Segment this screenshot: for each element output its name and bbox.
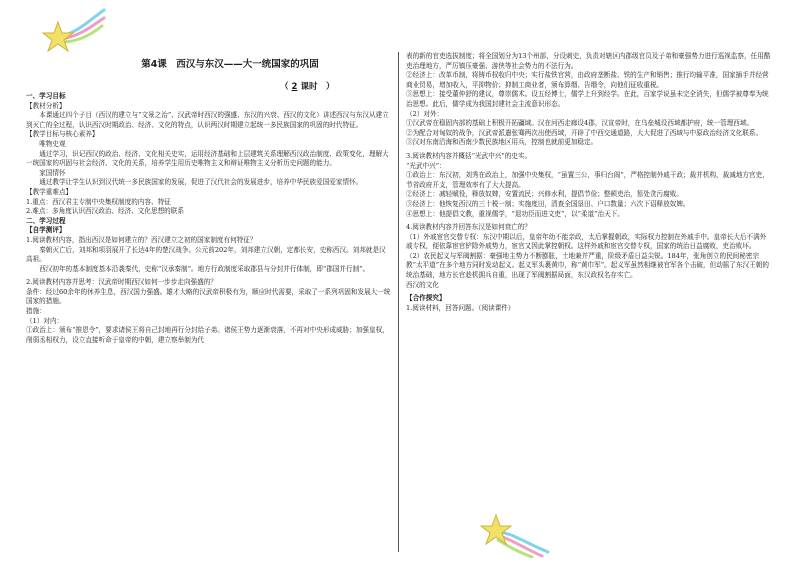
- right-paragraph: ③经济上：他恢复西汉的三十税一制；实施度田，清查全国垦田、户口数量；六次下诏释放奴婢。: [406, 199, 690, 208]
- left-column: [26, 92, 392, 345]
- right-paragraph: ①汉武帝在稳固内部的基础上积极开拓疆域。汉在河西走廊设4郡，汉宣帝时，在乌垒城设西域都护府，统一管理西域。: [406, 119, 754, 128]
- left-paragraph: 西汉初年的基本制度基本沿袭秦代，史称“汉承秦制”。地方行政制度采取郡县与分封并行体制，即“郡国并行制”。: [39, 264, 370, 273]
- right-column: [406, 52, 772, 313]
- left-paragraph: 【教学重难点】: [26, 187, 73, 196]
- left-paragraph: 措施：: [26, 307, 46, 316]
- column-divider: [398, 52, 399, 552]
- right-paragraph: ③思想上：接受董仲舒的建议，尊崇儒术。设五经博士，儒学上升到经学。在此，百家学说虽未完全消失，但儒学被尊奉为统治思想。此后，儒学成为我国封建社会主流意识形态。: [406, 90, 769, 108]
- left-paragraph: 二、学习过程: [26, 216, 66, 225]
- right-paragraph: “光武中兴”：: [406, 161, 446, 170]
- left-paragraph: 一、学习目标: [26, 92, 66, 100]
- left-paragraph: 家国情怀: [39, 168, 66, 177]
- lesson-hours: [280, 80, 334, 92]
- right-paragraph: 西汉的文化: [406, 280, 439, 289]
- right-paragraph: ②为配合对匈奴的战争，汉武帝派遣张骞两次出使西域，开辟了中西交通道路，大大促进了西域与中原政治经济文化联系。: [406, 128, 763, 137]
- right-paragraph: 【合作探究】: [406, 294, 446, 303]
- hours-open: （: [280, 82, 289, 92]
- right-paragraph: 1.阅读材料，回答问题。（阅读课件）: [406, 303, 515, 312]
- right-paragraph: ②经济上：减轻赋役，释放奴婢，安置流民；兴修水利，提倡节俭；整顿吏治，惩处贪污腐败。: [406, 190, 683, 199]
- right-paragraph: （2）对外：: [406, 109, 444, 118]
- right-paragraph: 3.阅读教材内容并概括“光武中兴”的史实。: [406, 151, 532, 160]
- right-paragraph: 4.阅读教材内容并回答东汉是如何衰亡的？: [406, 223, 531, 232]
- left-paragraph: （1）对内：: [26, 316, 64, 325]
- left-paragraph: 1.重点：西汉君主专制中央集权制度的内容、特征: [26, 197, 171, 206]
- left-paragraph: 2.难点：多角度认识西汉政治、经济、文化思想的联系: [26, 207, 184, 216]
- left-paragraph: 【教材分析】: [26, 101, 66, 110]
- left-paragraph: 秦朝灭亡后，刘邦和项羽展开了长达4年的楚汉战争。公元前202年，刘邦建立汉朝，定都长安，史称西汉。刘邦就是汉高祖。: [26, 245, 386, 264]
- left-paragraph: ①政治上：颁布“推恩令”，要求诸侯王将自己封地再行分封给子弟。诸侯王势力逐渐衰落，不再对中央形成威胁；加强皇权，削弱丞相权力，设立直接听命于皇帝的中朝，建立察举制为代: [26, 326, 389, 344]
- left-paragraph: 本课通过四个子目（西汉的建立与“文景之治”、汉武帝时西汉的强盛、东汉的兴衰、西汉的文化）讲述西汉与东汉从建立到灭亡的全过程，认识西汉时期政治、经济、文化的特点，认识两汉时期建立起统一多民族国家的巩固的时代特征。: [26, 111, 389, 129]
- shooting-star-icon-top: [42, 6, 106, 54]
- left-paragraph: 2.阅读教材内容并思考：汉武帝时期西汉如何一步步走向强盛的？: [26, 278, 217, 287]
- left-paragraph: 【自学测评】: [26, 226, 66, 235]
- hours-value: 2: [291, 82, 298, 92]
- lesson-title: 第4课 西汉与东汉——大一统国家的巩固: [141, 59, 319, 70]
- left-paragraph: 【教学目标与核心素养】: [26, 130, 99, 139]
- left-paragraph: 条件：经过60余年的休养生息，西汉国力强盛。雄才大略的汉武帝积极有为，顺应时代需要，采取了一系列巩固和发展大一统国家的措施。: [26, 287, 391, 306]
- left-paragraph: 通过学习，识记西汉的政治、经济、文化相关史实，运用经济基础和上层建筑关系理解西汉政治制度、政策变化，理解大一统国家的巩固与社会经济、文化的关系，培养学生用历史唯物主义和辩证唯物主义分析历史问题的能力。: [26, 149, 389, 168]
- left-paragraph: 通过教学让学生认识到汉代统一多民族国家的发展，促进了汉代社会的发展进步，培养中华民族爱国爱家情怀。: [39, 178, 363, 187]
- hours-close: 课时 ）: [300, 82, 335, 92]
- right-paragraph: ②经济上：改革币制，将铸币权收归中央；实行盐铁官营，由政府垄断盐、铁的生产和销售；推行均输平准，国家插手并经营商业贸易，增加收入，平抑物价；抑制工商业者，颁布算缗、告缗令，向他们征收重税。: [406, 71, 769, 89]
- right-paragraph: （2）农民起义与军阀割据：豪强地主势力不断膨胀，土地兼并严重，阶级矛盾日益尖锐。184年，张角创立的民间秘密宗教“太平道”在多个地方同时发动起义。起义军头裹黄巾，称“黄巾军”。起义军虽然相继被官军各个击破，但动摇了东汉王朝的统治基础，地方长官趁机拥兵自重，出现了军阀割据局面，东汉政权名存实亡。: [406, 251, 769, 280]
- right-paragraph: ④思想上：他提倡文教，重视儒学，“退功臣而进文吏”，以“柔道”治天下。: [406, 209, 624, 218]
- right-paragraph: ①政治上：东汉初，刘秀在政治上，加强中央集权，“虽置三公，事归台阁”，严格控制外戚干政；裁并机构，裁减地方官吏，节省政府开支，管理效率有了大大提高。: [406, 171, 769, 189]
- right-paragraph: 表的新的官吏选拔制度；将全国划分为13个州部，分设刺史，负责对辖区内郡级官员及子弟和豪强势力进行巡视监察，任用酷吏治理地方，严厉镇压豪强、游侠等社会势力的不法行为。: [406, 52, 771, 70]
- left-paragraph: 1.阅读教材内容，指出西汉是如何建立的？西汉建立之初的国家制度有何特征？: [26, 235, 257, 244]
- right-paragraph: ③汉对东南沿海和西南少数民族地区用兵，控制也就前更加稳定。: [406, 138, 598, 147]
- right-paragraph: （1）外戚宦官交替专权：东汉中期以后，皇帝年幼不能亲政，太后掌握朝政，实际权力控制在外戚手中。皇帝长大后不满外戚专权，便依靠宦官铲除外戚势力，宦官又因此掌控朝权。这样外戚和宦官交替专权，国家的统治日益腐败，吏治败坏。: [406, 232, 767, 251]
- shooting-star-icon-bottom: [480, 512, 550, 558]
- left-paragraph: 唯物史观: [39, 139, 66, 148]
